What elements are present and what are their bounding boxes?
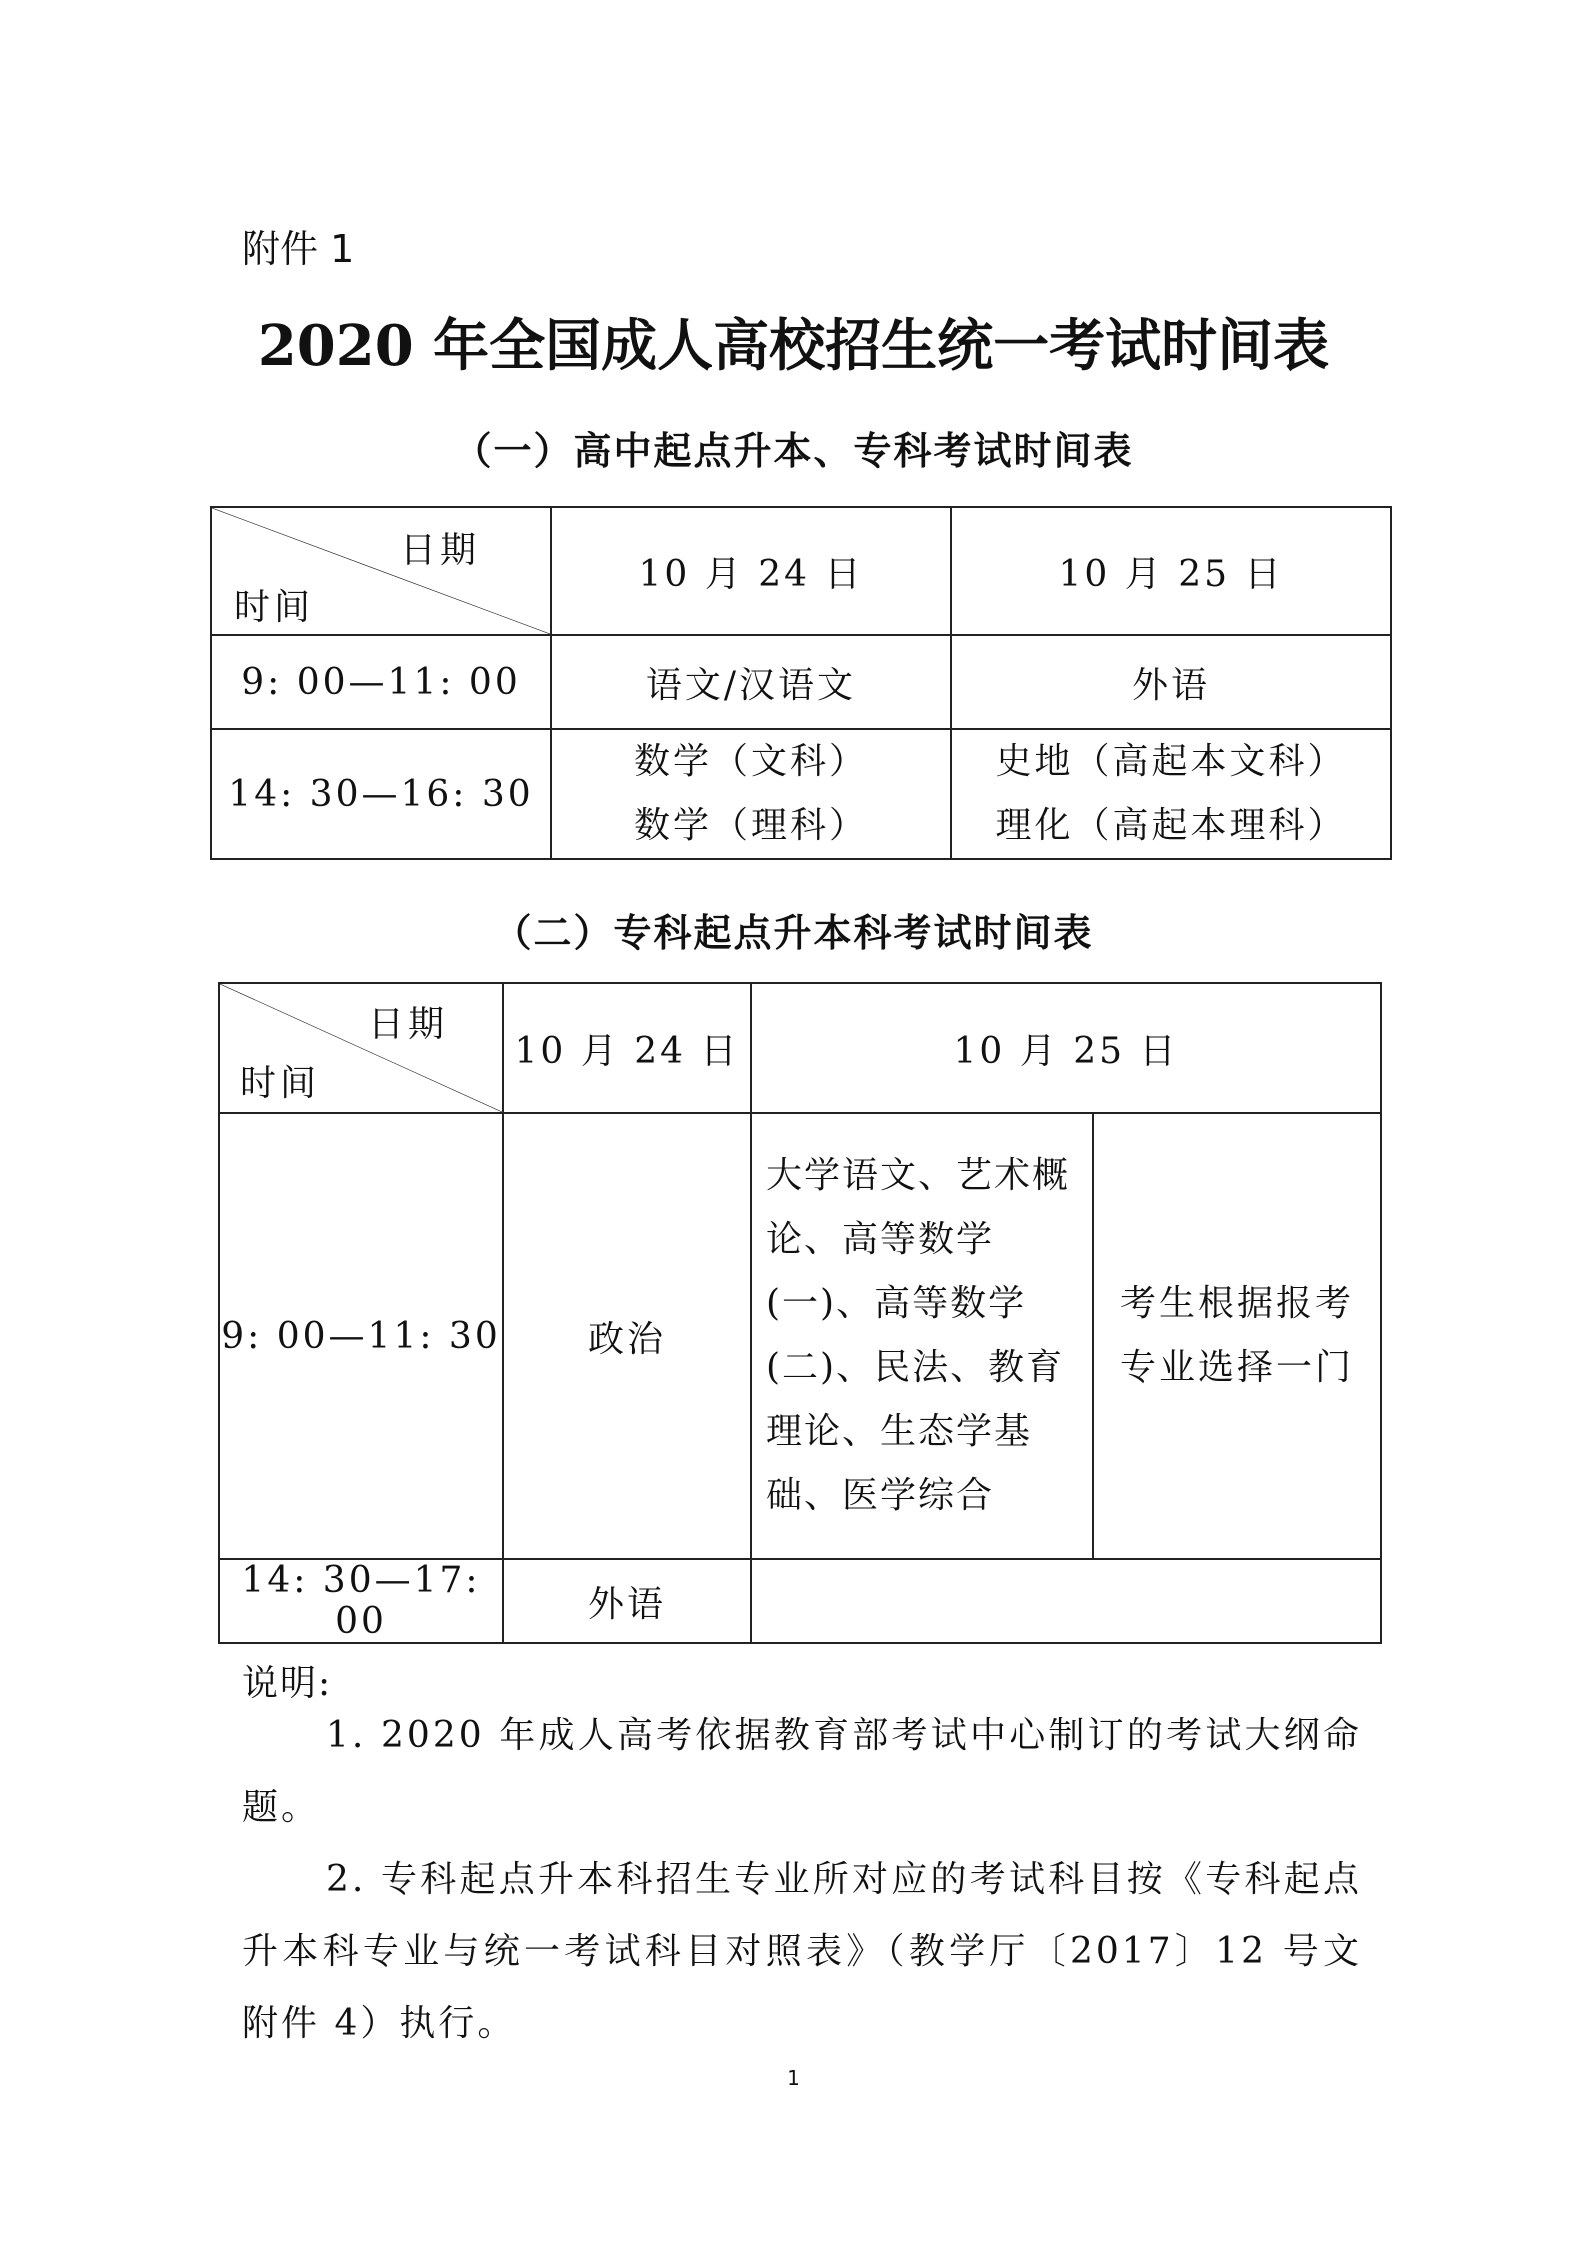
table2-subtitle: （二）专科起点升本科考试时间表 [493,910,1094,955]
note-cell [1093,1113,1381,1559]
notes-label: 说明: [242,1663,333,1704]
table-row [211,729,1391,859]
subject-line: 论、高等数学 [766,1219,995,1260]
subject-cell [551,729,951,859]
table-row [219,1113,1381,1559]
time-cell: 14: 30—16: 30 [211,729,551,859]
subject-cell: 外语 [951,635,1391,729]
subject-line: (一)、高等数学 [766,1283,1027,1324]
header-date-label: 日期 [367,1004,448,1045]
subject-line: 数学（文科） [633,741,868,782]
header-day1: 10 月 24 日 [503,983,751,1113]
note-line: 考生根据报考 [1120,1283,1355,1324]
subject-line: 史地（高起本文科） [995,741,1347,782]
time-cell: 9: 00—11: 00 [211,635,551,729]
empty-cell [751,1559,1381,1643]
header-time-label: 时间 [240,1063,321,1104]
page-title: 2020 年全国成人高校招生统一考试时间表 [257,313,1330,379]
attachment-label: 附件 1 [242,227,355,271]
time-cell: 9: 00—11: 30 [219,1113,503,1559]
subject-cell: 语文/汉语文 [551,635,951,729]
table-row [219,1559,1381,1643]
subject-line: 大学语文、艺术概 [766,1155,1071,1196]
header-day1: 10 月 24 日 [551,507,951,635]
diagonal-header-cell [219,983,503,1113]
table-junior-college-schedule [218,982,1382,1644]
subject-cell [951,729,1391,859]
table1-subtitle: （一）高中起点升本、专科考试时间表 [453,428,1134,473]
header-day2: 10 月 25 日 [951,507,1391,635]
page-number: 1 [787,2066,800,2090]
subject-cell: 政治 [503,1113,751,1559]
subject-line: 理化（高起本理科） [995,805,1347,846]
diagonal-header-cell [211,507,551,635]
subject-line: 理论、生态学基 [766,1411,1033,1452]
table-header-row [211,507,1391,635]
time-cell: 14: 30—17: 00 [219,1559,503,1643]
header-time-label: 时间 [234,587,315,628]
note-item: 2. 专科起点升本科招生专业所对应的考试科目按《专科起点升本科专业与统一考试科目对照表》（教学厅〔2017〕12 号文附件 4）执行。 [242,1859,1362,2044]
subject-list-cell [751,1113,1093,1559]
table-header-row [219,983,1381,1113]
note-item: 1. 2020 年成人高考依据教育部考试中心制订的考试大纲命题。 [242,1715,1362,1828]
subject-line: 数学（理科） [633,805,868,846]
subject-cell: 外语 [503,1559,751,1643]
table-row [211,635,1391,729]
subject-line: 础、医学综合 [766,1475,995,1516]
table-high-school-schedule [210,506,1392,860]
header-date-label: 日期 [399,530,480,571]
header-day2: 10 月 25 日 [751,983,1381,1113]
subject-line: (二)、民法、教育 [766,1347,1065,1388]
note-line: 专业选择一门 [1120,1347,1355,1388]
